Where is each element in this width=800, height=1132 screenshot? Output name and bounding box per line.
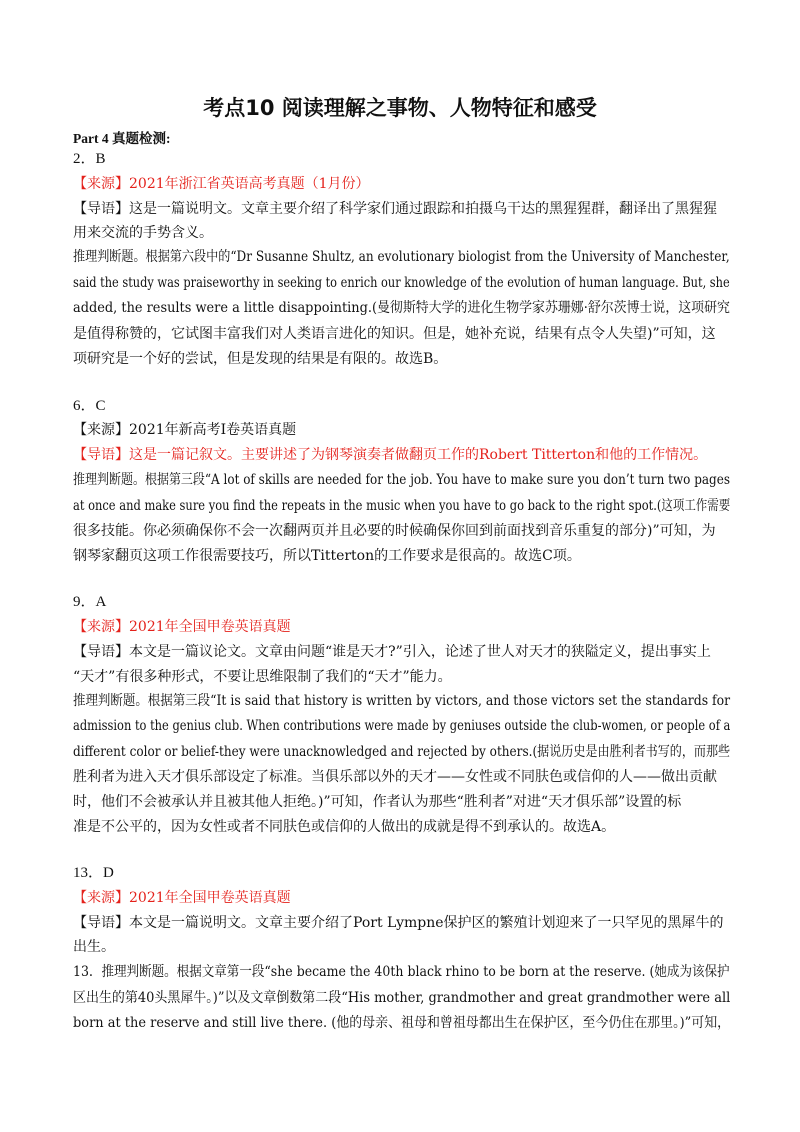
intro-line: 【导语】这是一篇记叙文。主要讲述了为钢琴演奏者做翻页工作的Robert Titterton和他的工作情况。	[73, 447, 708, 463]
intro-line: 【导语】本文是一篇议论文。文章由问题“谁是天才?”引入，论述了世人对天才的狭隘定义，提出事实上	[73, 644, 711, 660]
analysis-line: 很多技能。你必须确保你不会一次翻两页并且必要的时候确保你回到前面找到音乐重复的部分)”可知，为	[73, 523, 716, 539]
source-line: 【来源】2021年浙江省英语高考真题（1月份）	[73, 176, 370, 192]
analysis-line: 推理判断题。根据第六段中的“Dr Susanne Shultz, an evolutionary biologist from the University of Manchester,	[73, 249, 730, 265]
analysis-line: born at the reserve and still live there. (他的母亲、祖母和曾祖母都出生在保护区，至今仍住在那里。)”可知，	[73, 1015, 731, 1031]
analysis-line: at once and make sure you find the repeats in the music when you have to go back to the right spot.(这项工作需要	[73, 498, 731, 514]
analysis-line: 准是不公平的，因为女性或者不同肤色或信仰的人做出的成就是得不到承认的。故选A。	[73, 819, 616, 835]
page-title: 考点10 阅读理解之事物、人物特征和感受	[203, 96, 597, 120]
analysis-line: said the study was praiseworthy in seeking to enrich our knowledge of the evolution of human language. But, she	[73, 275, 730, 291]
analysis-line: 推理判断题。根据第三段“A lot of skills are needed for the job. You have to make sure you don’t turn two pages	[73, 472, 730, 488]
analysis-line: 区出生的第40头黑犀牛。)”以及文章倒数第二段“His mother, grandmother and great grandmother were all	[73, 990, 731, 1006]
source-line: 【来源】2021年全国甲卷英语真题	[73, 619, 291, 635]
analysis-line: 钢琴家翻页这项工作很需要技巧，所以Titterton的工作要求是很高的。故选C项。	[73, 548, 581, 564]
answer-label: 6．C	[73, 398, 106, 414]
analysis-line: added, the results were a little disappointing.(曼彻斯特大学的进化生物学家苏珊娜·舒尔茨博士说，这项研究	[73, 300, 730, 316]
source-line: 【来源】2021年全国甲卷英语真题	[73, 890, 291, 906]
intro-line: 出生。	[73, 939, 115, 955]
intro-line: 【导语】这是一篇说明文。文章主要介绍了科学家们通过跟踪和拍摄乌干达的黑猩猩群，翻译出了黑猩猩	[73, 201, 717, 217]
analysis-line: 胜利者为进入天才俱乐部设定了标准。当俱乐部以外的天才——女性或不同肤色或信仰的人——做出贡献	[73, 769, 717, 785]
intro-line: 用来交流的手势含义。	[73, 225, 213, 241]
source-line: 【来源】2021年新高考I卷英语真题	[73, 422, 297, 438]
analysis-line: 推理判断题。根据第三段“It is said that history is written by victors, and those victors set the standards for	[73, 693, 731, 709]
answer-label: 13．D	[73, 865, 114, 881]
intro-line: 【导语】本文是一篇说明文。文章主要介绍了Port Lympne保护区的繁殖计划迎来了一只罕见的黑犀牛的	[73, 915, 724, 931]
intro-line: “天才”有很多种形式，不要让思维限制了我们的“天才”能力。	[73, 669, 452, 685]
part-heading: Part 4 真题检测:	[73, 131, 171, 146]
analysis-line: admission to the genius club. When contributions were made by geniuses outside the club-women, or people of a	[73, 718, 731, 734]
analysis-line: 是值得称赞的，它试图丰富我们对人类语言进化的知识。但是，她补充说，结果有点令人失望)”可知，这	[73, 326, 716, 342]
answer-label: 2．B	[73, 151, 106, 167]
analysis-line: different color or belief-they were unacknowledged and rejected by others.(据说历史是由胜利者书写的，而那些	[73, 744, 731, 760]
analysis-line: 项研究是一个好的尝试，但是发现的结果是有限的。故选B。	[73, 351, 448, 367]
answer-label: 9．A	[73, 594, 107, 610]
analysis-line: 13．推理判断题。根据文章第一段“she became the 40th black rhino to be born at the reserve. (她成为该保护	[73, 964, 730, 980]
analysis-line: 时，他们不会被承认并且被其他人拒绝。)”可知，作者认为那些“胜利者”对进“天才俱乐部”设置的标	[73, 794, 682, 810]
